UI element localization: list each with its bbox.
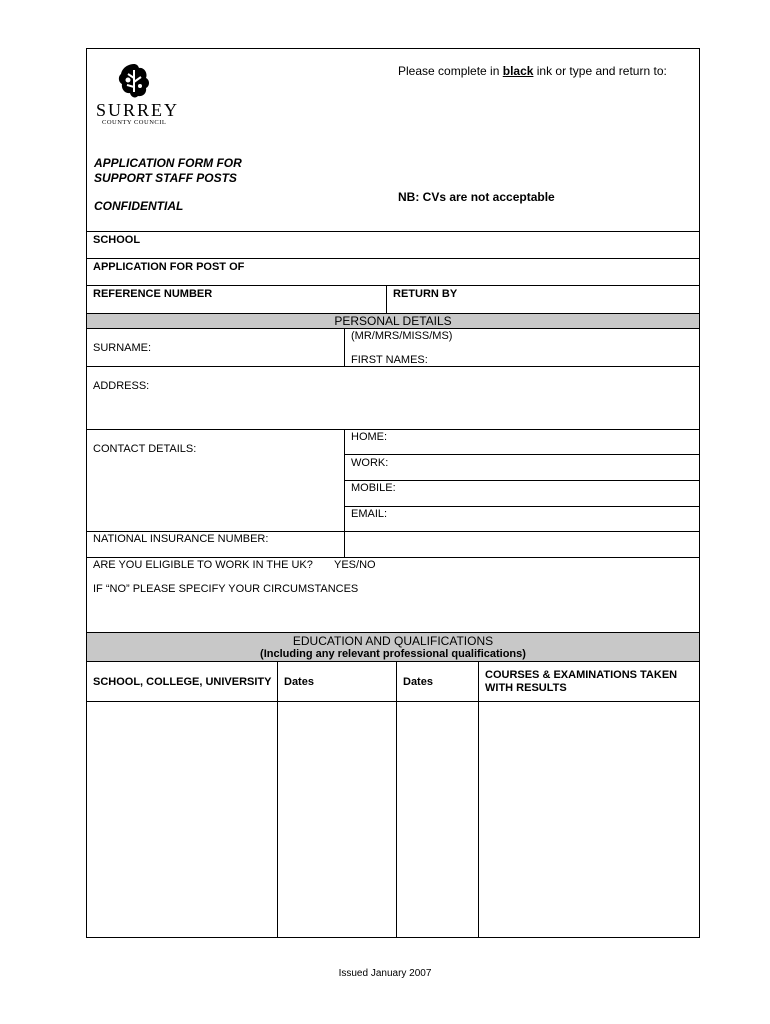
logo-name: SURREY [96,100,180,120]
education-cell-institution[interactable] [87,702,276,937]
work-phone-field[interactable]: WORK: [351,457,389,469]
surname-field[interactable]: SURNAME: [93,342,152,354]
contact-details-label: CONTACT DETAILS: [93,443,197,455]
ni-number-field[interactable]: NATIONAL INSURANCE NUMBER: [93,533,269,545]
school-field[interactable]: SCHOOL [93,234,141,246]
return-by-field[interactable]: RETURN BY [393,288,458,300]
col-dates-to: Dates [403,676,433,688]
post-field[interactable]: APPLICATION FOR POST OF [93,261,245,273]
mobile-field[interactable]: MOBILE: [351,482,396,494]
oak-leaf-icon [116,62,152,100]
form-title-line2: SUPPORT STAFF POSTS [94,171,237,185]
education-cell-dates-to[interactable] [397,702,477,937]
col-courses-results: COURSES & EXAMINATIONS TAKEN WITH RESULTS [485,669,678,694]
issued-date: Issued January 2007 [338,968,432,979]
surrey-logo [94,62,184,128]
education-heading: EDUCATION AND QUALIFICATIONS [292,634,494,648]
black-ink-emphasis: black [502,64,534,78]
logo-subtitle: COUNTY COUNCIL [102,119,167,126]
col-school-college: SCHOOL, COLLEGE, UNIVERSITY [93,676,272,688]
education-subheading: (Including any relevant professional qualifications) [260,648,526,660]
email-field[interactable]: EMAIL: [351,508,388,520]
reference-number-field[interactable]: REFERENCE NUMBER [93,288,213,300]
cv-note: NB: CVs are not acceptable [398,190,555,204]
yes-no-option[interactable]: YES/NO [334,559,376,571]
circumstances-field[interactable]: IF “NO” PLEASE SPECIFY YOUR CIRCUMSTANCES [93,583,359,595]
education-cell-courses[interactable] [479,702,699,937]
title-options: (MR/MRS/MISS/MS) [351,330,453,342]
first-names-field[interactable]: FIRST NAMES: [351,354,428,366]
confidential-label: CONFIDENTIAL [94,199,184,213]
education-cell-dates-from[interactable] [278,702,395,937]
form-title-line1: APPLICATION FORM FOR [94,156,242,170]
return-instruction: Please complete in black ink or type and return to: [398,64,667,78]
eligibility-question: ARE YOU ELIGIBLE TO WORK IN THE UK? [93,559,313,571]
personal-details-heading: PERSONAL DETAILS [334,314,452,328]
address-field[interactable]: ADDRESS: [93,380,150,392]
col-dates-from: Dates [284,676,314,688]
home-phone-field[interactable]: HOME: [351,431,388,443]
